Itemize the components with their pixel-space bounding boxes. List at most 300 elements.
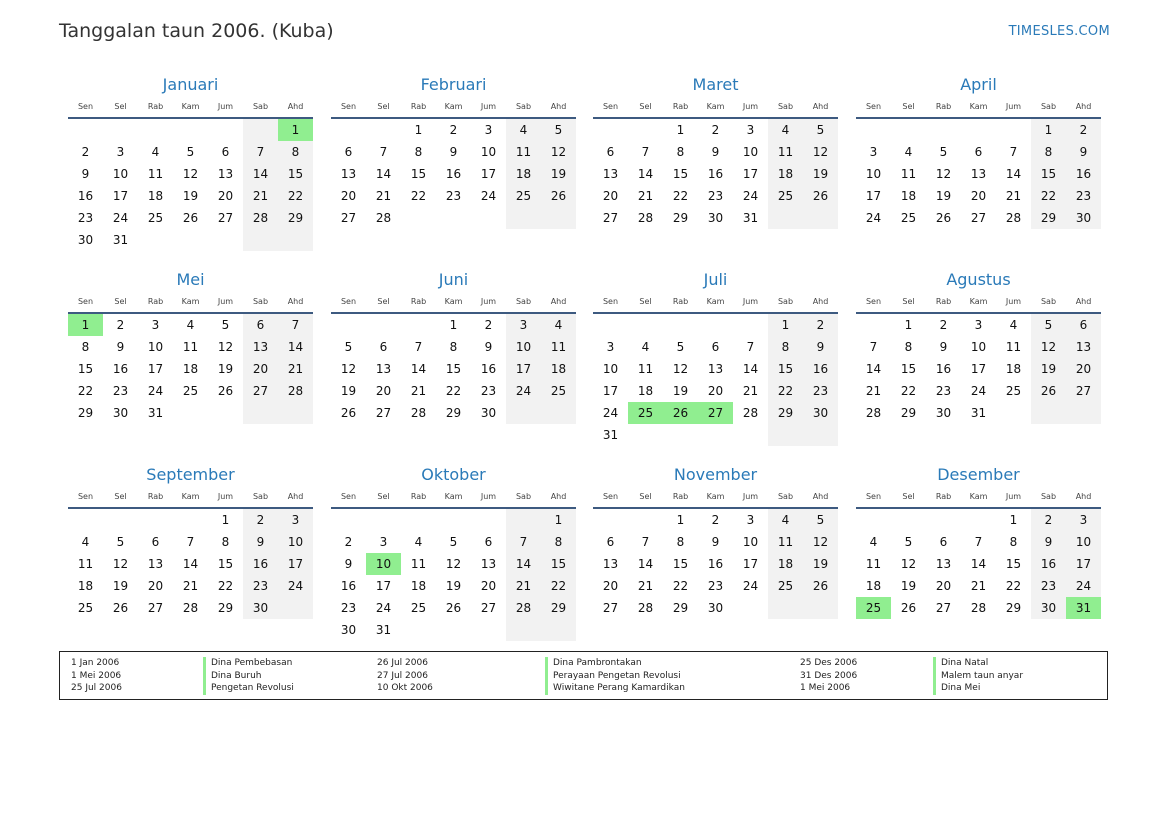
- day-cell: 28: [278, 380, 313, 402]
- day-cell: 15: [1031, 163, 1066, 185]
- day-cell: 22: [445, 384, 462, 398]
- day-cell: 5: [449, 535, 458, 549]
- weekday-label: Sab: [515, 492, 532, 501]
- weekday-label: Sen: [865, 102, 882, 111]
- weekday-label: Jum: [217, 297, 234, 306]
- empty-cell: [138, 119, 173, 141]
- empty-cell: [891, 509, 926, 531]
- day-cell: 10: [1066, 531, 1101, 553]
- legend-date: 10 Okt 2006: [377, 683, 433, 693]
- day-cell: 30: [803, 402, 838, 424]
- day-cell: 16: [445, 167, 462, 181]
- day-cell: 11: [182, 340, 199, 354]
- day-cell: 26: [803, 185, 838, 207]
- weekday-label: Sel: [639, 297, 652, 306]
- day-cell: 20: [480, 579, 497, 593]
- day-cell: 23: [803, 380, 838, 402]
- day-cell: 4: [641, 340, 650, 354]
- month-mei: [68, 268, 313, 424]
- day-cell: 21: [970, 579, 987, 593]
- empty-cell: [401, 207, 436, 229]
- day-cell: 2: [116, 318, 125, 332]
- day-cell: 9: [711, 535, 720, 549]
- day-cell: 5: [939, 145, 948, 159]
- day-cell: 15: [1005, 557, 1022, 571]
- weekday-label: Sen: [865, 492, 882, 501]
- day-cell: 27: [602, 211, 619, 225]
- empty-cell: [401, 509, 436, 531]
- day-cell: 13: [217, 167, 234, 181]
- empty-cell: [856, 119, 891, 141]
- day-cell: 25: [768, 185, 803, 207]
- day-cell: 30: [935, 406, 952, 420]
- day-cell: 1: [68, 314, 103, 336]
- month-name: Juni: [438, 270, 469, 289]
- day-cell: 15: [217, 557, 234, 571]
- day-cell: 7: [641, 145, 650, 159]
- weekday-label: Sab: [777, 492, 794, 501]
- weekday-header: [593, 97, 838, 119]
- day-cell: 10: [970, 340, 987, 354]
- day-cell: 27: [375, 406, 392, 420]
- day-cell: 17: [602, 384, 619, 398]
- month-oktober: [331, 463, 576, 641]
- day-grid: [331, 314, 576, 424]
- day-cell: 10: [602, 362, 619, 376]
- weekday-label: Sen: [340, 492, 357, 501]
- day-cell: 9: [1031, 531, 1066, 553]
- day-cell: 4: [1009, 318, 1018, 332]
- day-cell: 20: [602, 189, 619, 203]
- day-cell: 13: [340, 167, 357, 181]
- weekday-label: Sen: [340, 297, 357, 306]
- day-cell: 19: [182, 189, 199, 203]
- day-cell: 8: [1031, 141, 1066, 163]
- day-cell: 31: [1066, 597, 1101, 619]
- day-cell: 5: [541, 119, 576, 141]
- day-cell: 19: [900, 579, 917, 593]
- day-cell: 11: [768, 141, 803, 163]
- empty-cell: [278, 597, 313, 619]
- day-cell: 30: [1031, 597, 1066, 619]
- day-cell: 15: [278, 163, 313, 185]
- month-januari: [68, 73, 313, 251]
- weekday-label: Ahd: [1075, 102, 1092, 111]
- day-cell: 17: [742, 557, 759, 571]
- empty-cell: [103, 119, 138, 141]
- day-cell: 12: [541, 141, 576, 163]
- day-cell: 24: [970, 384, 987, 398]
- day-cell: 18: [182, 362, 199, 376]
- weekday-label: Kam: [444, 102, 463, 111]
- day-cell: 12: [935, 167, 952, 181]
- day-cell: 20: [602, 579, 619, 593]
- weekday-label: Kam: [444, 297, 463, 306]
- weekday-label: Sen: [340, 102, 357, 111]
- weekday-label: Jum: [217, 102, 234, 111]
- weekday-label: Sel: [377, 492, 390, 501]
- day-cell: 12: [340, 362, 357, 376]
- day-cell: 6: [221, 145, 230, 159]
- day-cell: 28: [375, 211, 392, 225]
- day-cell: 27: [698, 402, 733, 424]
- weekday-label: Ahd: [287, 297, 304, 306]
- day-cell: 31: [112, 233, 129, 247]
- day-cell: 29: [900, 406, 917, 420]
- day-cell: 15: [768, 358, 803, 380]
- day-cell: 12: [1031, 336, 1066, 358]
- weekday-label: Ahd: [812, 297, 829, 306]
- weekday-label: Sel: [114, 102, 127, 111]
- weekday-label: Kam: [969, 102, 988, 111]
- weekday-label: Sab: [1040, 297, 1057, 306]
- empty-cell: [243, 229, 278, 251]
- empty-cell: [208, 402, 243, 424]
- day-cell: 10: [278, 531, 313, 553]
- day-cell: 24: [112, 211, 129, 225]
- empty-cell: [436, 509, 471, 531]
- day-cell: 9: [243, 531, 278, 553]
- day-cell: 23: [445, 189, 462, 203]
- weekday-header: [331, 292, 576, 314]
- day-cell: 5: [803, 509, 838, 531]
- day-cell: 28: [243, 207, 278, 229]
- day-cell: 4: [151, 145, 160, 159]
- weekday-label: Sab: [252, 297, 269, 306]
- empty-cell: [471, 509, 506, 531]
- day-cell: 22: [900, 384, 917, 398]
- empty-cell: [803, 424, 838, 446]
- empty-cell: [733, 314, 768, 336]
- day-cell: 4: [768, 509, 803, 531]
- day-cell: 18: [768, 553, 803, 575]
- day-cell: 10: [366, 553, 401, 575]
- empty-cell: [366, 119, 401, 141]
- empty-cell: [768, 424, 803, 446]
- day-cell: 17: [375, 579, 392, 593]
- day-cell: 22: [768, 380, 803, 402]
- empty-cell: [698, 314, 733, 336]
- weekday-label: Jum: [480, 102, 497, 111]
- month-name: Januari: [162, 75, 219, 94]
- legend-dates-col-2: [377, 657, 433, 695]
- empty-cell: [331, 119, 366, 141]
- day-cell: 8: [414, 145, 423, 159]
- legend-date: 25 Des 2006: [800, 658, 858, 668]
- empty-cell: [856, 314, 891, 336]
- empty-cell: [1031, 402, 1066, 424]
- day-cell: 8: [904, 340, 913, 354]
- empty-cell: [243, 119, 278, 141]
- day-cell: 9: [1066, 141, 1101, 163]
- weekday-label: Sab: [252, 102, 269, 111]
- empty-cell: [506, 207, 541, 229]
- empty-cell: [506, 619, 541, 641]
- day-cell: 16: [707, 557, 724, 571]
- day-cell: 16: [803, 358, 838, 380]
- empty-cell: [663, 314, 698, 336]
- day-cell: 16: [1066, 163, 1101, 185]
- empty-cell: [541, 402, 576, 424]
- weekday-label: Jum: [217, 492, 234, 501]
- day-cell: 11: [541, 336, 576, 358]
- weekday-label: Rab: [410, 102, 427, 111]
- day-cell: 31: [742, 211, 759, 225]
- day-cell: 22: [77, 384, 94, 398]
- day-cell: 26: [803, 575, 838, 597]
- day-cell: 5: [186, 145, 195, 159]
- weekday-label: Sab: [777, 297, 794, 306]
- day-cell: 18: [410, 579, 427, 593]
- day-cell: 23: [935, 384, 952, 398]
- holiday-legend: [59, 651, 1108, 700]
- day-cell: 18: [1005, 362, 1022, 376]
- day-cell: 30: [77, 233, 94, 247]
- day-cell: 14: [506, 553, 541, 575]
- day-cell: 14: [1005, 167, 1022, 181]
- empty-cell: [628, 119, 663, 141]
- day-cell: 6: [606, 145, 615, 159]
- day-cell: 28: [506, 597, 541, 619]
- day-cell: 2: [711, 123, 720, 137]
- day-cell: 1: [676, 123, 685, 137]
- legend-dates-col-3: [800, 657, 857, 695]
- month-name: Februari: [420, 75, 487, 94]
- day-cell: 20: [970, 189, 987, 203]
- day-cell: 4: [414, 535, 423, 549]
- weekday-header: [593, 292, 838, 314]
- day-cell: 25: [410, 601, 427, 615]
- day-cell: 23: [707, 189, 724, 203]
- weekday-label: Jum: [480, 492, 497, 501]
- day-cell: 2: [449, 123, 458, 137]
- day-cell: 3: [379, 535, 388, 549]
- day-cell: 28: [637, 601, 654, 615]
- day-cell: 14: [410, 362, 427, 376]
- day-cell: 27: [602, 601, 619, 615]
- day-cell: 4: [541, 314, 576, 336]
- weekday-label: Sab: [515, 102, 532, 111]
- empty-cell: [803, 207, 838, 229]
- day-cell: 9: [344, 557, 353, 571]
- brand-link[interactable]: TIMESLES.COM: [1008, 24, 1110, 39]
- day-cell: 19: [672, 384, 689, 398]
- day-cell: 26: [935, 211, 952, 225]
- day-cell: 21: [637, 579, 654, 593]
- day-cell: 13: [970, 167, 987, 181]
- empty-cell: [278, 229, 313, 251]
- weekday-label: Rab: [410, 492, 427, 501]
- day-cell: 10: [742, 535, 759, 549]
- day-cell: 7: [1009, 145, 1018, 159]
- empty-cell: [926, 509, 961, 531]
- weekday-label: Sen: [602, 492, 619, 501]
- weekday-label: Jum: [1005, 492, 1022, 501]
- empty-cell: [68, 509, 103, 531]
- day-cell: 14: [970, 557, 987, 571]
- empty-cell: [926, 119, 961, 141]
- day-cell: 24: [1066, 575, 1101, 597]
- day-cell: 3: [606, 340, 615, 354]
- day-cell: 12: [182, 167, 199, 181]
- day-cell: 25: [856, 597, 891, 619]
- day-cell: 20: [707, 384, 724, 398]
- day-cell: 28: [1005, 211, 1022, 225]
- day-cell: 4: [869, 535, 878, 549]
- legend-date: 26 Jul 2006: [377, 658, 428, 668]
- day-grid: [331, 509, 576, 641]
- day-cell: 23: [340, 601, 357, 615]
- weekday-label: Sel: [114, 297, 127, 306]
- day-cell: 12: [900, 557, 917, 571]
- day-cell: 29: [1031, 207, 1066, 229]
- weekday-label: Jum: [742, 297, 759, 306]
- day-cell: 18: [77, 579, 94, 593]
- day-cell: 3: [746, 123, 755, 137]
- day-cell: 22: [217, 579, 234, 593]
- empty-cell: [278, 402, 313, 424]
- day-cell: 11: [410, 557, 427, 571]
- day-cell: 31: [375, 623, 392, 637]
- weekday-label: Jum: [742, 492, 759, 501]
- empty-cell: [401, 619, 436, 641]
- day-cell: 22: [541, 575, 576, 597]
- weekday-header: [68, 97, 313, 119]
- day-cell: 4: [186, 318, 195, 332]
- weekday-label: Sab: [515, 297, 532, 306]
- day-cell: 21: [637, 189, 654, 203]
- day-cell: 21: [410, 384, 427, 398]
- day-cell: 15: [900, 362, 917, 376]
- day-cell: 8: [541, 531, 576, 553]
- day-cell: 19: [340, 384, 357, 398]
- day-cell: 13: [147, 557, 164, 571]
- day-cell: 13: [375, 362, 392, 376]
- day-cell: 23: [243, 575, 278, 597]
- empty-cell: [768, 597, 803, 619]
- day-cell: 11: [865, 557, 882, 571]
- legend-names-col-3: [933, 657, 1023, 695]
- day-cell: 17: [1066, 553, 1101, 575]
- weekday-header: [68, 487, 313, 509]
- day-cell: 26: [900, 601, 917, 615]
- day-cell: 29: [278, 207, 313, 229]
- day-cell: 21: [182, 579, 199, 593]
- weekday-label: Rab: [147, 492, 164, 501]
- day-cell: 22: [1005, 579, 1022, 593]
- empty-cell: [663, 424, 698, 446]
- weekday-label: Sen: [77, 102, 94, 111]
- day-cell: 16: [935, 362, 952, 376]
- day-cell: 11: [506, 141, 541, 163]
- weekday-label: Sab: [1040, 492, 1057, 501]
- empty-cell: [173, 402, 208, 424]
- empty-cell: [436, 207, 471, 229]
- weekday-label: Kam: [969, 492, 988, 501]
- day-cell: 8: [676, 535, 685, 549]
- day-cell: 24: [602, 406, 619, 420]
- day-cell: 25: [77, 601, 94, 615]
- empty-cell: [366, 314, 401, 336]
- weekday-label: Sab: [777, 102, 794, 111]
- day-cell: 7: [186, 535, 195, 549]
- day-cell: 30: [480, 406, 497, 420]
- weekday-label: Kam: [969, 297, 988, 306]
- day-cell: 13: [243, 336, 278, 358]
- day-cell: 18: [768, 163, 803, 185]
- weekday-label: Ahd: [812, 102, 829, 111]
- month-name: September: [146, 465, 235, 484]
- day-cell: 5: [676, 340, 685, 354]
- day-cell: 6: [711, 340, 720, 354]
- day-cell: 18: [506, 163, 541, 185]
- day-cell: 10: [865, 167, 882, 181]
- legend-holiday-name: Malem taun anyar: [933, 670, 1023, 683]
- day-cell: 16: [243, 553, 278, 575]
- day-grid: [68, 314, 313, 424]
- month-november: [593, 463, 838, 619]
- weekday-header: [856, 487, 1101, 509]
- day-cell: 10: [742, 145, 759, 159]
- day-cell: 30: [112, 406, 129, 420]
- day-cell: 5: [1031, 314, 1066, 336]
- weekday-label: Sel: [114, 492, 127, 501]
- weekday-label: Ahd: [287, 492, 304, 501]
- day-cell: 17: [865, 189, 882, 203]
- day-cell: 2: [243, 509, 278, 531]
- day-cell: 8: [221, 535, 230, 549]
- day-cell: 18: [865, 579, 882, 593]
- day-cell: 3: [506, 314, 541, 336]
- day-grid: [68, 119, 313, 251]
- empty-cell: [138, 509, 173, 531]
- day-cell: 22: [672, 579, 689, 593]
- day-cell: 13: [707, 362, 724, 376]
- empty-cell: [628, 424, 663, 446]
- empty-cell: [506, 402, 541, 424]
- day-cell: 4: [81, 535, 90, 549]
- day-cell: 27: [243, 380, 278, 402]
- day-cell: 14: [637, 167, 654, 181]
- day-cell: 27: [480, 601, 497, 615]
- day-cell: 8: [676, 145, 685, 159]
- day-cell: 29: [1005, 601, 1022, 615]
- day-grid: [856, 509, 1101, 619]
- day-cell: 2: [1031, 509, 1066, 531]
- empty-cell: [593, 509, 628, 531]
- legend-holiday-name: Dina Mei: [933, 682, 1023, 695]
- day-cell: 20: [243, 358, 278, 380]
- day-cell: 6: [151, 535, 160, 549]
- legend-date: 27 Jul 2006: [377, 670, 428, 681]
- weekday-header: [856, 292, 1101, 314]
- page-title: Tanggalan taun 2006. (Kuba): [59, 20, 334, 42]
- day-cell: 9: [116, 340, 125, 354]
- day-cell: 12: [445, 557, 462, 571]
- weekday-label: Kam: [181, 297, 200, 306]
- weekday-label: Rab: [935, 102, 952, 111]
- month-maret: [593, 73, 838, 229]
- day-cell: 7: [278, 314, 313, 336]
- day-cell: 25: [900, 211, 917, 225]
- day-cell: 15: [541, 553, 576, 575]
- day-cell: 23: [480, 384, 497, 398]
- empty-cell: [593, 314, 628, 336]
- empty-cell: [961, 119, 996, 141]
- weekday-header: [68, 292, 313, 314]
- empty-cell: [996, 119, 1031, 141]
- day-cell: 28: [742, 406, 759, 420]
